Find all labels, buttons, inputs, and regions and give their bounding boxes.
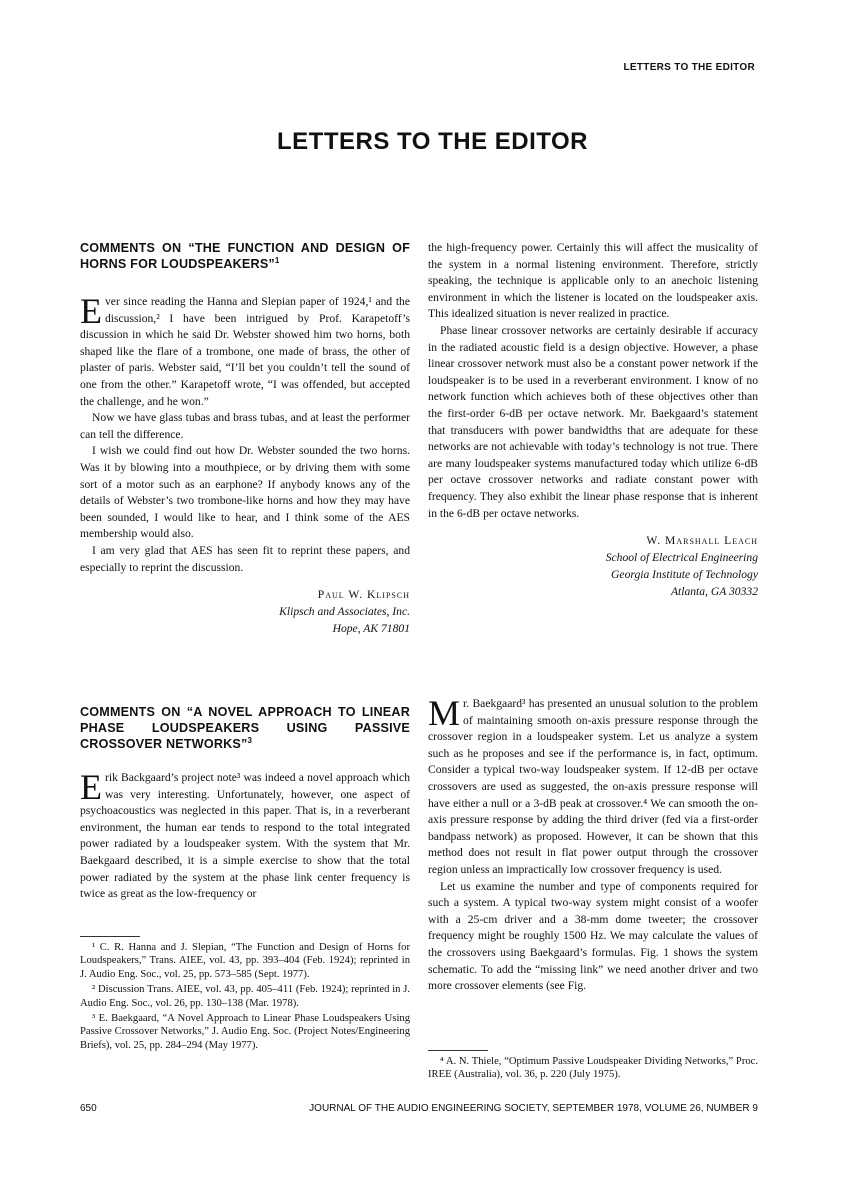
footnote-rule — [80, 936, 140, 937]
reply-paragraph-1-text: r. Baekgaard³ has presented an unusual solution to the problem of maintaining smooth on-axis pressure response through the crossover region in a loudspeaker system. Let us analyze a system such as he proposes and see if the performance is, in fact, optimum. Consider a typical two-way loudspeaker system. If 12-dB per octave crossovers are used as suggested, the on-axis pressure response will have either a null or a 3-dB peak at crossover.⁴ We can smooth the on-axis pressure response by adding the third driver (fed via a first-order bandpass network) as proposed. However, it can be shown that this method does not result in flat power output through the crossover region unless an impractically low crossover frequency is used. — [428, 697, 758, 876]
letter-1-author: Paul W. Klipsch — [317, 588, 410, 602]
letter-1-paragraph-3: I wish we could find out how Dr. Webster sounded the two horns. Was it by blowing into a mouthpiece, or by driving them with some sort of a motor such as an earphone? If anybody knows any of the details of Webster’s two trombone-like horns and how they may have been sounded, I would like to hear, and I think some of the AES membership would also. — [80, 444, 410, 541]
letter-1-paragraph-2: Now we have glass tubas and brass tubas, and at least the performer can tell the difference. — [80, 411, 410, 441]
letter-1-heading-text: COMMENTS ON “THE FUNCTION AND DESIGN OF HORNS FOR LOUDSPEAKERS” — [80, 241, 410, 271]
letter-2-signature — [428, 532, 758, 600]
footnote-2: ² Discussion Trans. AIEE, vol. 43, pp. 405–411 (Feb. 1924); reprinted in J. Audio Eng. Soc., vol. 26, pp. 130–138 (Mar. 1978). — [80, 984, 410, 1009]
letter-1 — [80, 240, 410, 637]
footnote-1: ¹ C. R. Hanna and J. Slepian, “The Function and Design of Horns for Loudspeakers,” Trans. AIEE, vol. 43, pp. 393–404 (Feb. 1924); reprinted in J. Audio Eng. Soc., vol. 25, pp. 573–585 (Sept. 1977). — [80, 942, 410, 980]
reply-dropcap: M — [428, 693, 461, 733]
letter-1-signature — [80, 586, 410, 637]
page-title: LETTERS TO THE EDITOR — [277, 128, 588, 155]
letter-2-heading-text: COMMENTS ON “A NOVEL APPROACH TO LINEAR PHASE LOUDSPEAKERS USING PASSIVE CROSSOVER NETWORKS” — [80, 705, 410, 751]
letter-1-address: Hope, AK 71801 — [332, 622, 410, 636]
letter-1-paragraph-1-text: ver since reading the Hanna and Slepian paper of 1924,¹ and the discussion,² I have been intrigued by Prof. Karapetoff’s discussion in which he said Dr. Webster showed him two horns, both shaped like the flare of a trombone, one made of brass, the other of plaster of paris. Webster said, “I’ll bet you couldn’t tell the sound of one from the other.” Karapetoff wrote, “I was offended, but accepted the challenge, and he won.” — [80, 295, 410, 408]
footnotes-left — [80, 936, 410, 1054]
letter-2 — [80, 704, 410, 903]
letter-2-dropcap: E — [80, 767, 102, 807]
letter-1-heading-ref: 1 — [274, 255, 280, 265]
letter-2-author: W. Marshall Leach — [646, 534, 758, 548]
letter-2-department: School of Electrical Engineering — [605, 551, 758, 565]
letter-2-paragraph-1-continued: the high-frequency power. Certainly this will affect the musicality of the system in a normal listening environment. Therefore, strictly speaking, the technique is applicable only to an anechoic listening environment in which the listener is located on the loudspeaker axis. This idealized situation is never realized in practice. — [428, 241, 758, 321]
footnotes-right — [428, 1050, 758, 1084]
letter-1-dropcap: E — [80, 291, 102, 331]
journal-citation: JOURNAL OF THE AUDIO ENGINEERING SOCIETY, SEPTEMBER 1978, VOLUME 26, NUMBER 9 — [309, 1103, 758, 1114]
letter-2-continued — [428, 240, 758, 600]
letter-2-paragraph-2: Phase linear crossover networks are certainly desirable if accuracy in the radiated acoustic field is a design objective. However, a phase linear crossover network must also be a constant power network if the loudspeaker is to be used in a reverberant environment. I know of no network function which achieves both of these objectives other than the first-order 6-dB per octave network. Mr. Baekgaard’s statement that transducers with power bandwidths that are adequate for these networks are not achievable with today’s technology is not true. There are many loudspeaker systems manufactured today which utilize 6-dB per octave crossover networks and radiate constant power with frequency. They also exhibit the linear phase response that is inherent in the 6-dB per octave networks. — [428, 323, 758, 520]
letter-2-paragraph-1 — [80, 767, 410, 903]
letter-2-heading — [80, 704, 410, 752]
reply-paragraph-2: Let us examine the number and type of components required for such a system. A typical two-way system might consist of a woofer with a 25-cm driver and a 38-mm dome tweeter; the crossover frequency might be roughly 1500 Hz. We may calculate the values of the crossovers using Baekgaard’s formulas. Fig. 1 shows the system schematic. To add the “missing link” we need another driver and two more crossover elements (see Fig. — [428, 879, 758, 993]
reply — [428, 693, 758, 995]
reply-paragraph-1 — [428, 693, 758, 879]
running-head: LETTERS TO THE EDITOR — [623, 62, 755, 73]
letter-2-organization: Georgia Institute of Technology — [611, 568, 758, 582]
footnote-3: ³ E. Baekgaard, “A Novel Approach to Linear Phase Loudspeakers Using Passive Crossover Networks,” J. Audio Eng. Soc. (Project Notes/Engineering Briefs), vol. 25, pp. 284–294 (May 1977). — [80, 1013, 410, 1051]
letter-1-paragraph-4: I am very glad that AES has seen fit to reprint these papers, and especially to reprint the discussion. — [80, 543, 410, 574]
footnote-rule-right — [428, 1050, 488, 1051]
letter-2-address: Atlanta, GA 30332 — [670, 585, 758, 599]
footnote-4: ⁴ A. N. Thiele, “Optimum Passive Loudspeaker Dividing Networks,” Proc. IREE (Australia), vol. 36, p. 220 (July 1975). — [428, 1056, 758, 1081]
letter-1-organization: Klipsch and Associates, Inc. — [279, 605, 410, 619]
letter-1-paragraph-1 — [80, 291, 410, 410]
page-number: 650 — [80, 1103, 97, 1114]
letter-2-heading-ref: 3 — [247, 735, 253, 745]
letter-2-paragraph-1-text: rik Backgaard’s project note³ was indeed a novel approach which was very interesting. Unfortunately, however, one aspect of psychoacoustics was neglected in this paper. That is, in a reverberant environment, the human ear tends to respond to the total integrated power radiated by a loudspeaker system. With the system that Mr. Baekgaard described, it is a simple exercise to show that the total power radiated by the system at the phase link center frequency is twice as great as the low-frequency or — [80, 771, 410, 901]
letter-1-heading — [80, 240, 410, 272]
